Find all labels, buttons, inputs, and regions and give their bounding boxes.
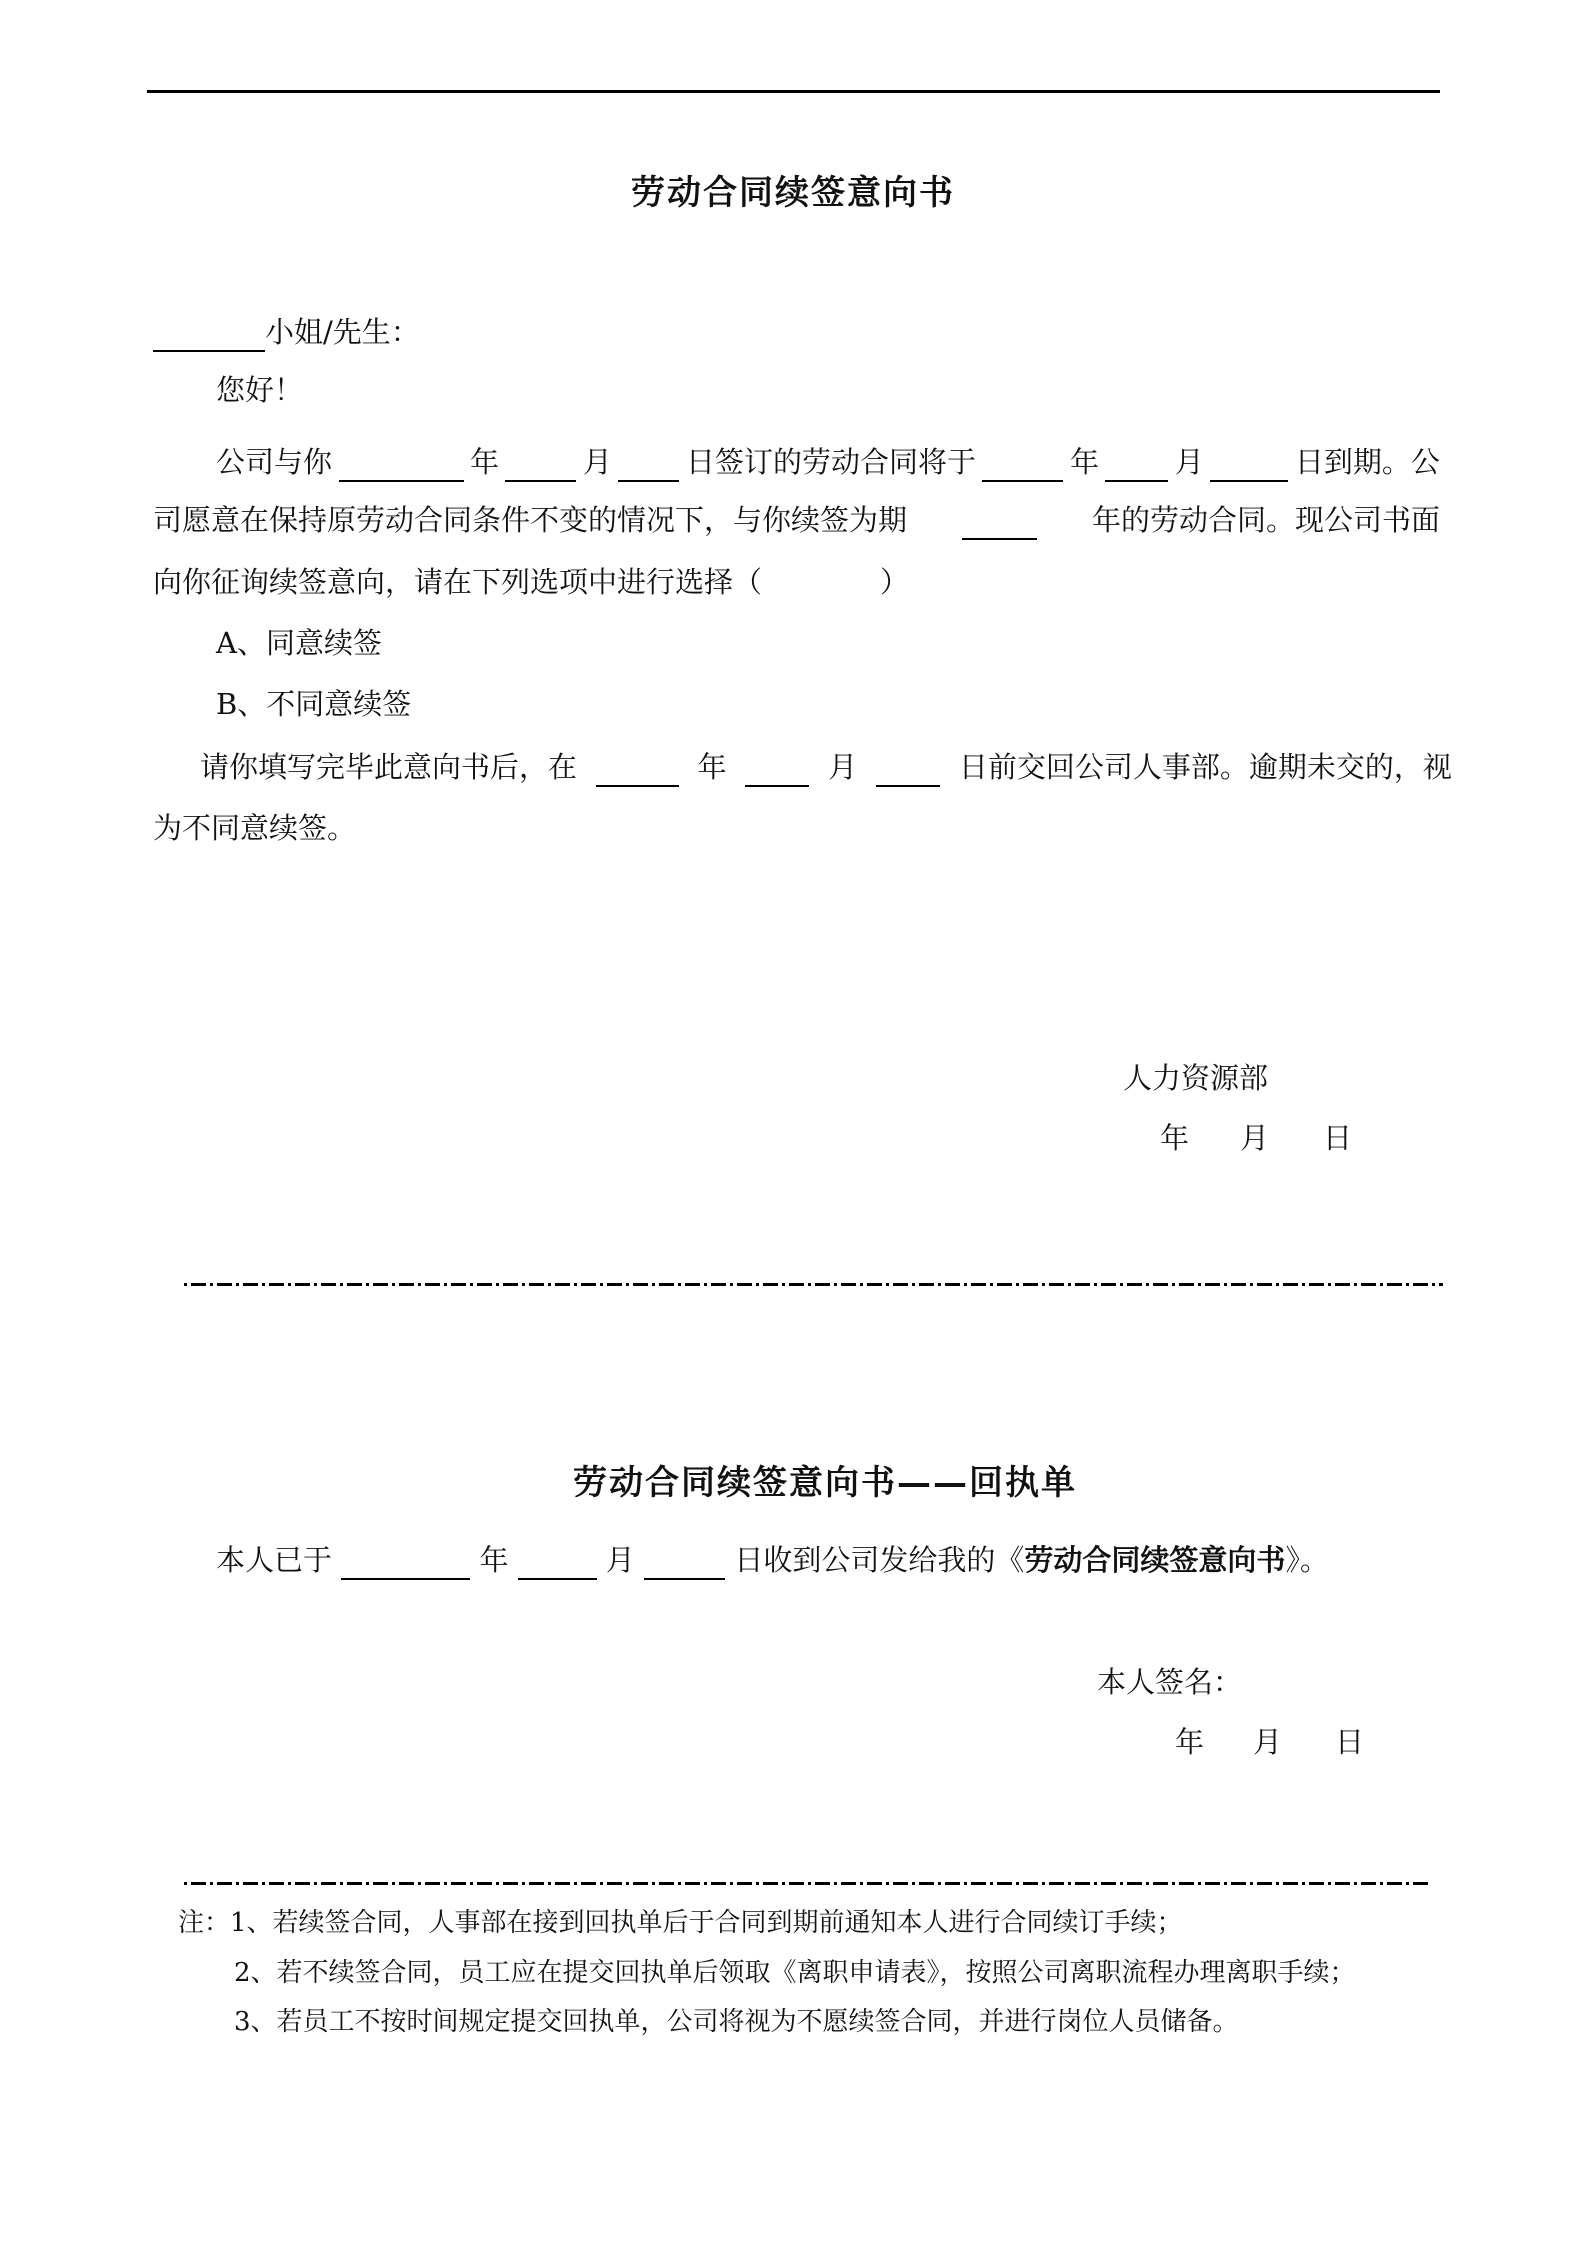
receipt-date-year-label: 年: [1175, 1725, 1205, 1759]
expire-day-blank[interactable]: [1210, 450, 1288, 482]
note-text: 1、若续签合同，人事部在接到回执单后于合同到期前通知本人进行合同续订手续；: [230, 1908, 1183, 1938]
date-year-label: 年: [1160, 1121, 1190, 1155]
receipt-line: [216, 1540, 1329, 1580]
receipt-date-day-label: 日: [1335, 1725, 1365, 1759]
text-segment: 年: [1069, 445, 1099, 479]
para1-line2: [153, 500, 1440, 540]
text-segment: 日前交回公司人事部。逾期未交的，视: [958, 750, 1452, 784]
header-rule: [147, 90, 1440, 93]
name-blank[interactable]: [153, 320, 265, 352]
receipt-date-month-label: 月: [1253, 1725, 1283, 1759]
note-1: [178, 1905, 1183, 1941]
expire-year-blank[interactable]: [982, 450, 1063, 482]
salutation: [153, 312, 420, 352]
return-year-blank[interactable]: [596, 755, 679, 787]
sign-year-blank[interactable]: [339, 450, 464, 482]
para2-line1: [200, 747, 1452, 787]
receipt-title: 劳动合同续签意向书——回执单: [573, 1463, 1077, 1503]
para1-line3: [153, 562, 909, 602]
note-3: 3、若员工不按时间规定提交回执单，公司将视为不愿续签合同，并进行岗位人员储备。: [234, 2007, 1239, 2037]
sign-day-blank[interactable]: [618, 450, 679, 482]
notes-prefix: 注：: [178, 1908, 231, 1938]
text-segment: 年: [697, 750, 727, 784]
text-segment: 本人已于: [216, 1543, 333, 1577]
text-segment: 公司与你: [216, 445, 333, 479]
text-segment: 日收到公司发给我的《: [734, 1543, 1025, 1577]
return-month-blank[interactable]: [745, 755, 809, 787]
text-segment: 》。: [1285, 1543, 1329, 1577]
renew-term-blank[interactable]: [962, 508, 1037, 540]
text-segment: 司愿意在保持原劳动合同条件不变的情况下，与你续签为期: [153, 503, 908, 537]
text-segment: 向你征询续签意向，请在下列选项中进行选择（: [153, 565, 763, 599]
para2-line2: 为不同意续签。: [153, 811, 357, 845]
text-segment: 请你填写完毕此意向书后，在: [200, 750, 578, 784]
receipt-day-blank[interactable]: [644, 1548, 725, 1580]
text-segment: 月: [582, 445, 612, 479]
text-segment: 年: [469, 445, 499, 479]
text-segment: 月: [1174, 445, 1204, 479]
sign-month-blank[interactable]: [505, 450, 576, 482]
document-title: 劳动合同续签意向书: [631, 173, 955, 213]
expire-month-blank[interactable]: [1105, 450, 1168, 482]
salutation-suffix: 小姐/先生：: [265, 315, 420, 349]
option-b: B、不同意续签: [216, 687, 412, 721]
receipt-month-blank[interactable]: [518, 1548, 597, 1580]
hr-department-signer: 人力资源部: [1123, 1061, 1269, 1095]
return-day-blank[interactable]: [876, 755, 940, 787]
document-name: 劳动合同续签意向书: [1024, 1543, 1286, 1577]
note-2: 2、若不续签合同，员工应在提交回执单后领取《离职申请表》，按照公司离职流程办理离职手续；: [234, 1958, 1356, 1988]
text-segment: 月: [828, 750, 858, 784]
option-a: A、同意续签: [216, 626, 382, 660]
cut-line: [184, 1882, 1428, 1885]
text-segment: 年的劳动合同。现公司书面: [1091, 503, 1440, 537]
text-segment: 日到期。公: [1294, 445, 1440, 479]
text-segment: 月: [605, 1543, 635, 1577]
signature-label: 本人签名：: [1097, 1665, 1243, 1699]
cut-line: [184, 1283, 1443, 1286]
text-segment: 年: [479, 1543, 509, 1577]
date-month-label: 月: [1240, 1121, 1270, 1155]
date-day-label: 日: [1323, 1121, 1353, 1155]
greeting: 您好！: [216, 373, 304, 407]
para1-line1: [216, 442, 1440, 482]
text-segment: ）: [880, 565, 910, 599]
text-segment: 日签订的劳动合同将于: [685, 445, 976, 479]
receipt-year-blank[interactable]: [341, 1548, 470, 1580]
